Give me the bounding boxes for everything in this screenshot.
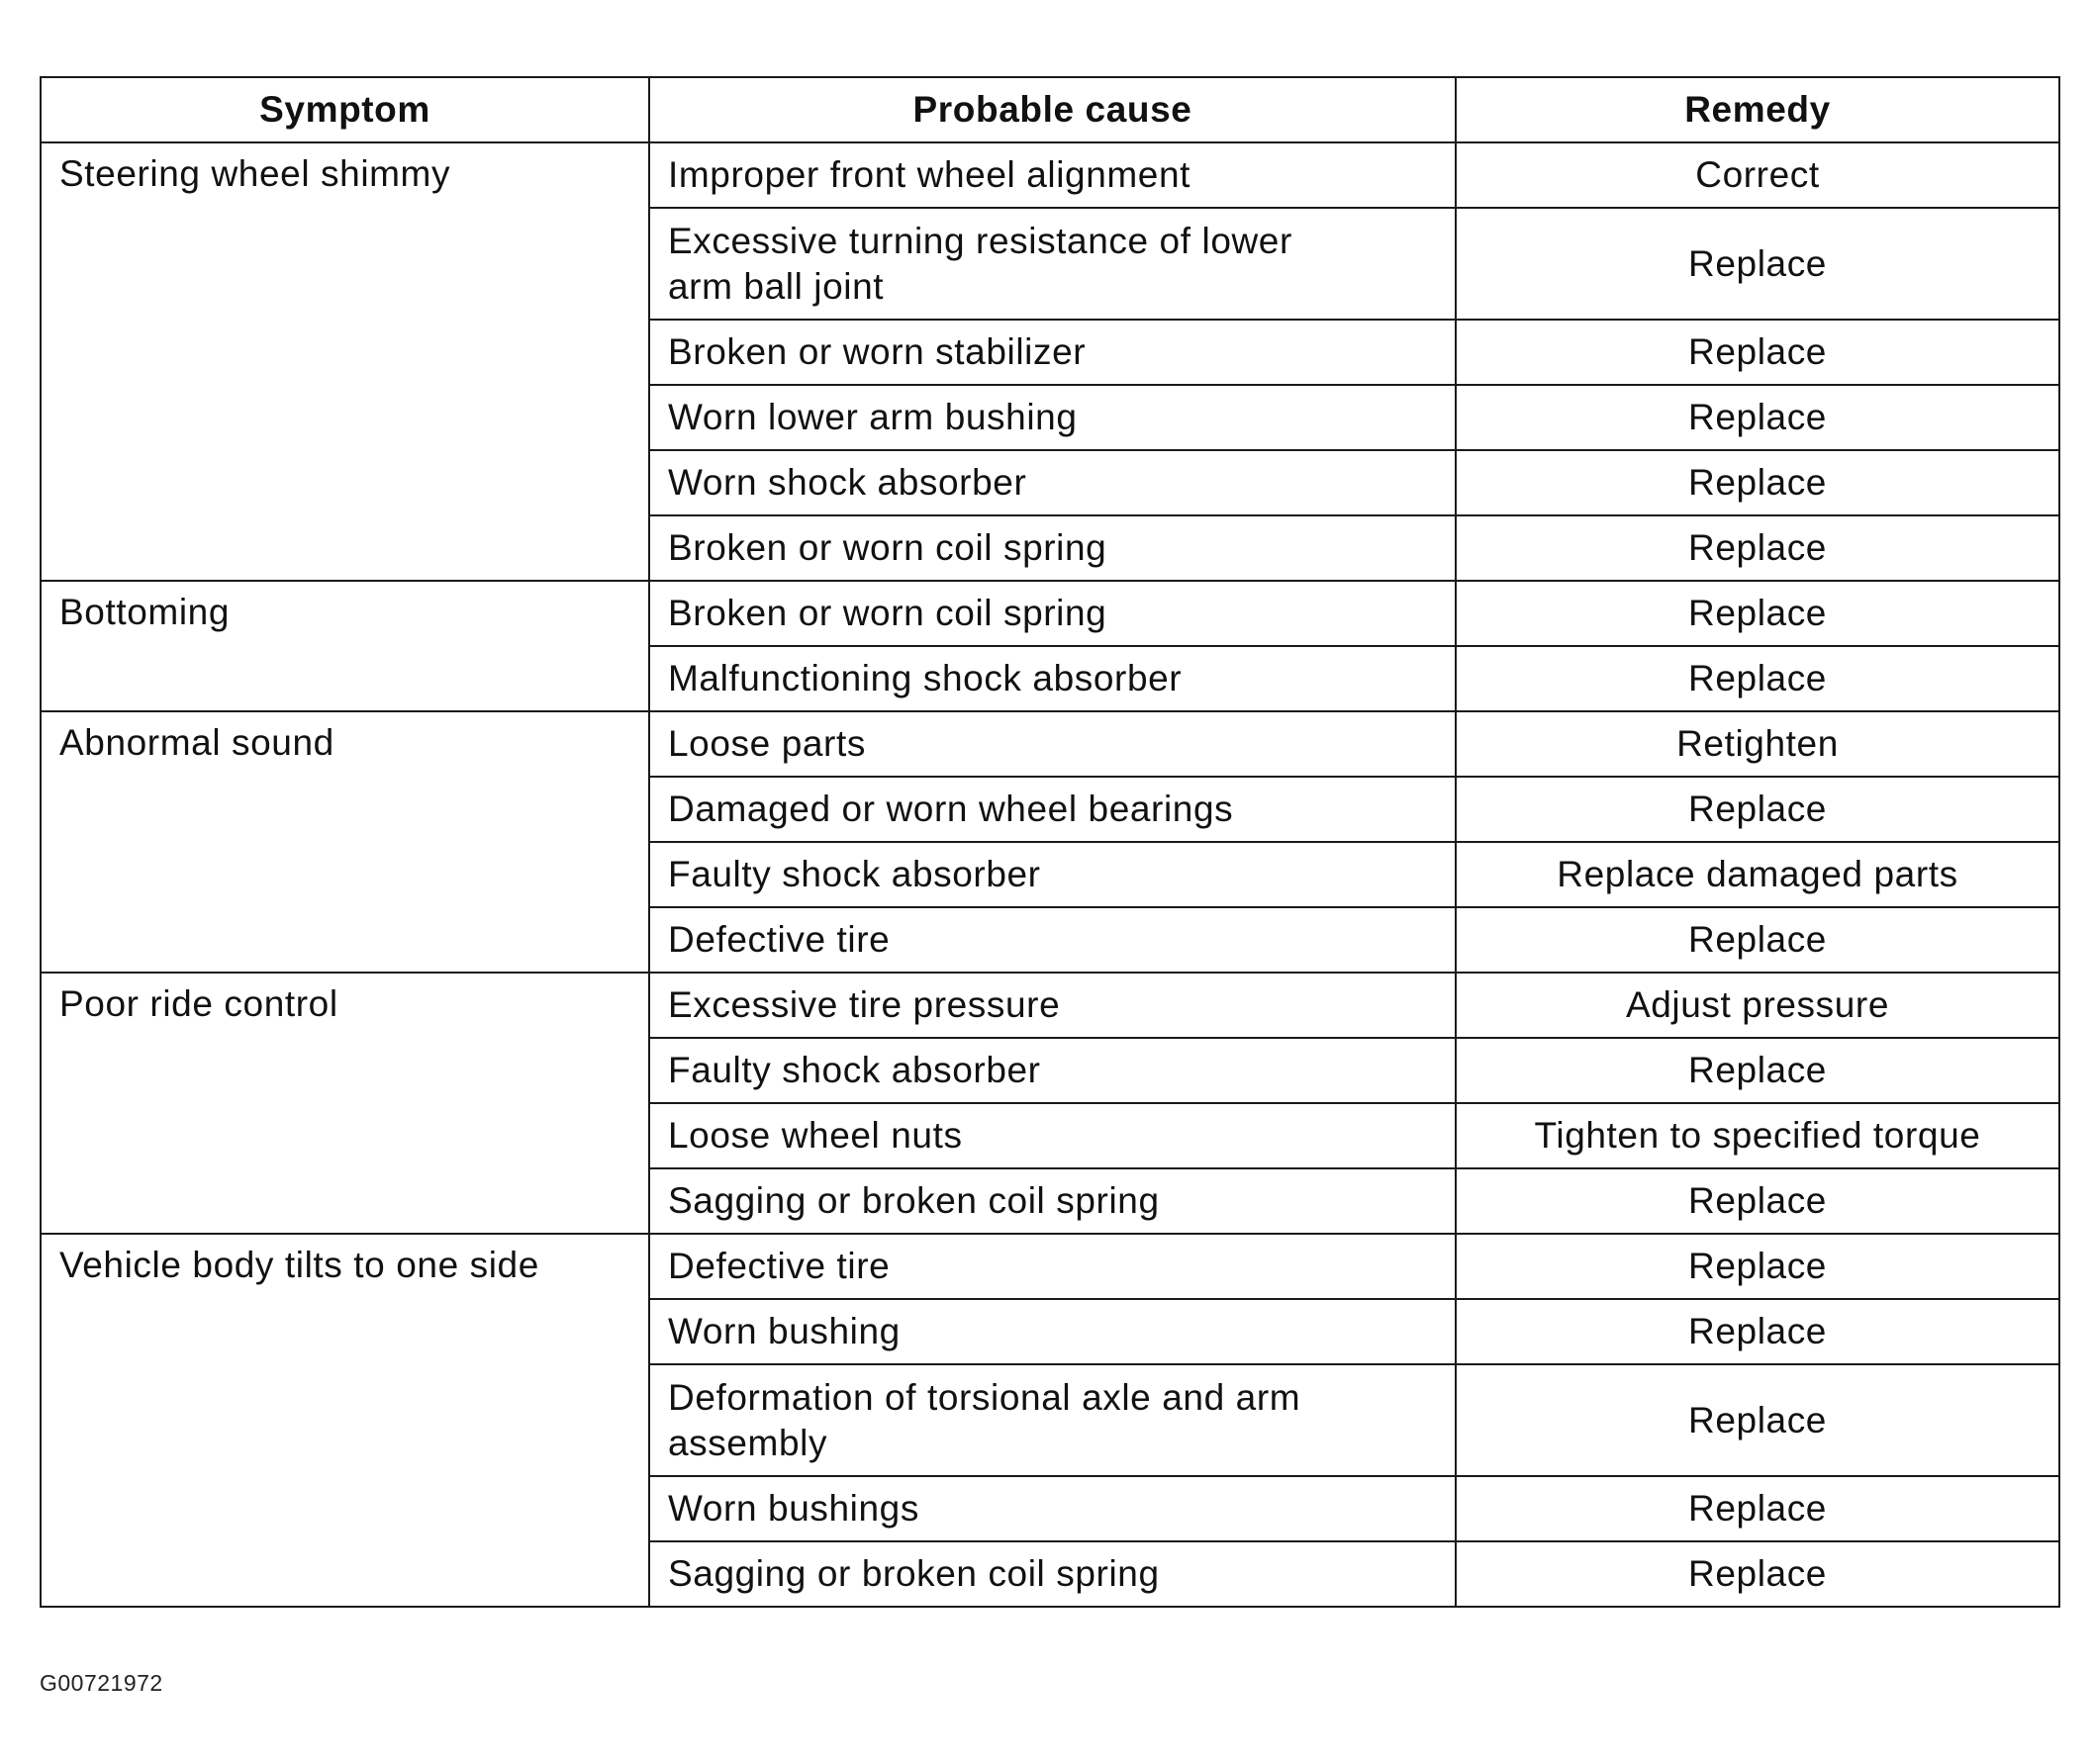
table-row [41,973,2059,1038]
probable-cause-text: Improper front wheel alignment [668,154,1191,195]
probable-cause-cell [649,450,1456,515]
remedy-cell: Replace [1456,1364,2059,1476]
symptom-cell: Vehicle body tilts to one side [41,1234,649,1607]
probable-cause-text: Worn bushing [668,1311,901,1351]
remedy-cell: Replace [1456,907,2059,973]
probable-cause-text: Loose wheel nuts [668,1115,963,1156]
remedy-cell: Correct [1456,142,2059,208]
probable-cause-text: Broken or worn stabilizer [668,331,1087,372]
probable-cause-cell [649,320,1456,385]
probable-cause-cell [649,646,1456,711]
probable-cause-cell [649,711,1456,777]
remedy-cell: Retighten [1456,711,2059,777]
remedy-cell: Replace [1456,777,2059,842]
remedy-cell: Replace [1456,1541,2059,1607]
remedy-cell: Replace [1456,320,2059,385]
probable-cause-cell [649,907,1456,973]
probable-cause-text: Sagging or broken coil spring [668,1553,1160,1594]
table-header [41,77,2059,142]
table-row [41,142,2059,208]
table-body [41,142,2059,1607]
probable-cause-column-header: Probable cause [649,77,1456,142]
table-row [41,711,2059,777]
remedy-cell: Replace [1456,385,2059,450]
probable-cause-text: Broken or worn coil spring [668,527,1107,568]
probable-cause-cell [649,515,1456,581]
probable-cause-cell [649,777,1456,842]
symptom-cell: Poor ride control [41,973,649,1234]
probable-cause-text: Faulty shock absorber [668,1050,1041,1090]
probable-cause-cell [649,1234,1456,1299]
probable-cause-cell [649,385,1456,450]
probable-cause-cell [649,208,1456,320]
probable-cause-text: Excessive tire pressure [668,984,1061,1025]
remedy-cell: Replace [1456,581,2059,646]
remedy-cell: Replace [1456,515,2059,581]
probable-cause-text: Excessive turning resistance of lower arm ball joint [668,220,1292,307]
remedy-cell: Replace [1456,1038,2059,1103]
remedy-cell: Replace [1456,208,2059,320]
probable-cause-cell [649,1038,1456,1103]
table-row [41,1234,2059,1299]
symptom-cell: Bottoming [41,581,649,711]
probable-cause-text: Broken or worn coil spring [668,593,1107,633]
header-row [41,77,2059,142]
probable-cause-cell [649,1103,1456,1168]
probable-cause-text: Deformation of torsional axle and arm assembly [668,1376,1301,1463]
table-row [41,581,2059,646]
probable-cause-text: Damaged or worn wheel bearings [668,789,1234,829]
probable-cause-text: Worn lower arm bushing [668,397,1078,437]
remedy-cell: Replace [1456,1234,2059,1299]
symptom-column-header: Symptom [41,77,649,142]
probable-cause-text: Worn shock absorber [668,462,1027,503]
remedy-cell: Tighten to specified torque [1456,1103,2059,1168]
remedy-cell: Replace [1456,1168,2059,1234]
probable-cause-text: Malfunctioning shock absorber [668,658,1183,698]
remedy-cell: Replace [1456,450,2059,515]
probable-cause-cell [649,1168,1456,1234]
diagnosis-table [40,76,2060,1608]
remedy-cell: Replace damaged parts [1456,842,2059,907]
probable-cause-text: Worn bushings [668,1488,919,1529]
probable-cause-text: Defective tire [668,919,891,960]
remedy-cell: Adjust pressure [1456,973,2059,1038]
remedy-column-header: Remedy [1456,77,2059,142]
probable-cause-cell [649,973,1456,1038]
remedy-cell: Replace [1456,1299,2059,1364]
probable-cause-cell [649,142,1456,208]
probable-cause-text: Faulty shock absorber [668,854,1041,894]
probable-cause-text: Sagging or broken coil spring [668,1180,1160,1221]
probable-cause-text: Defective tire [668,1246,891,1286]
probable-cause-cell [649,1476,1456,1541]
probable-cause-cell [649,1541,1456,1607]
symptom-cell: Steering wheel shimmy [41,142,649,581]
probable-cause-text: Loose parts [668,723,866,764]
remedy-cell: Replace [1456,646,2059,711]
probable-cause-cell [649,581,1456,646]
figure-id: G00721972 [40,1670,163,1696]
probable-cause-cell [649,1364,1456,1476]
remedy-cell: Replace [1456,1476,2059,1541]
probable-cause-cell [649,842,1456,907]
symptom-cell: Abnormal sound [41,711,649,973]
probable-cause-cell [649,1299,1456,1364]
